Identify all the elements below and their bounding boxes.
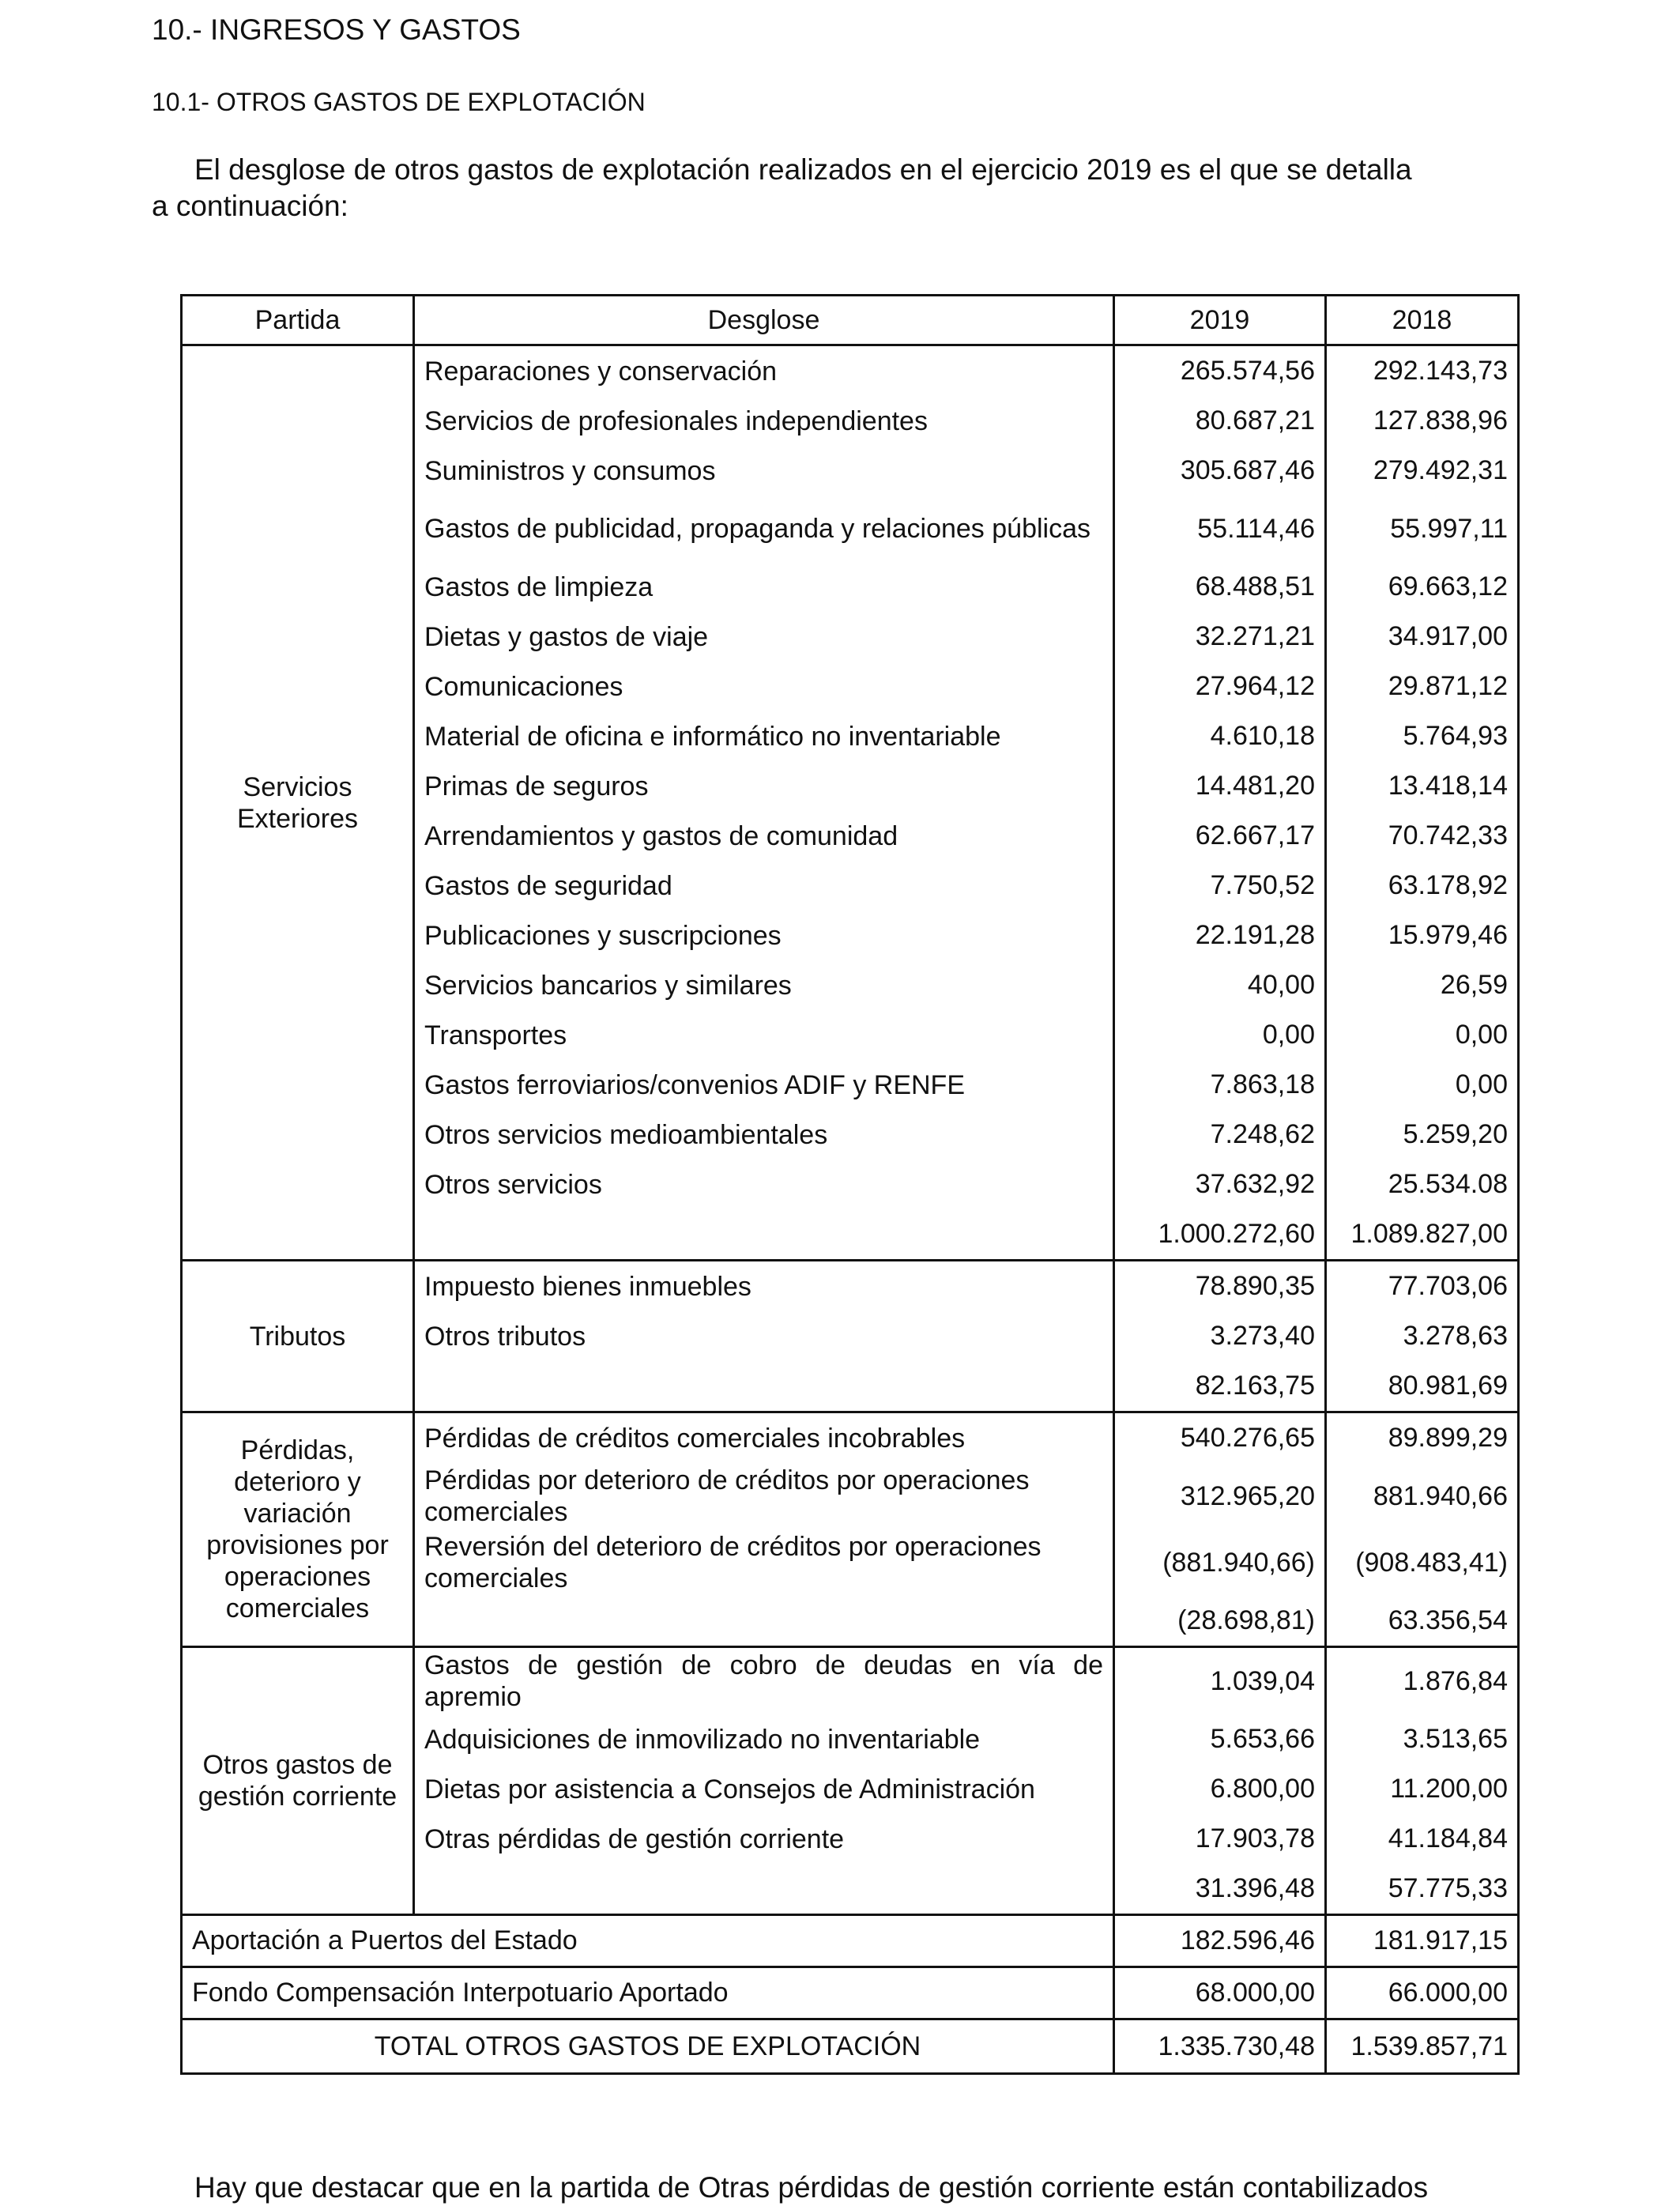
table-row: [182, 1647, 1519, 1715]
intro-line-2: a continuación:: [152, 190, 348, 222]
value-2018: 55.997,11: [1326, 496, 1519, 562]
row-label: Impuesto bienes inmuebles: [414, 1261, 1114, 1312]
value-2019: 78.890,35: [1114, 1261, 1326, 1312]
row-label: Primas de seguros: [414, 761, 1114, 811]
value-2018: 127.838,96: [1326, 396, 1519, 446]
value-2018: 0,00: [1326, 1010, 1519, 1060]
value-2018: 1.876,84: [1326, 1647, 1519, 1715]
value-2019: 7.863,18: [1114, 1060, 1326, 1110]
value-2018: 0,00: [1326, 1060, 1519, 1110]
row-label: Otros servicios: [414, 1160, 1114, 1209]
subtotal-2019: (28.698,81): [1114, 1596, 1326, 1647]
value-2019: 80.687,21: [1114, 396, 1326, 446]
value-2019: 5.653,66: [1114, 1714, 1326, 1764]
value-2019: (881.940,66): [1114, 1529, 1326, 1596]
total-2018: 1.539.857,71: [1326, 2019, 1519, 2074]
table-header-row: [182, 296, 1519, 345]
row-label: Servicios bancarios y similares: [414, 960, 1114, 1010]
table-row: [182, 1915, 1519, 1967]
value-2018: 881.940,66: [1326, 1463, 1519, 1529]
row-label: Publicaciones y suscripciones: [414, 911, 1114, 960]
value-2019: 27.964,12: [1114, 662, 1326, 711]
value-2018: 3.513,65: [1326, 1714, 1519, 1764]
row-label: Pérdidas de créditos comerciales incobrables: [414, 1412, 1114, 1464]
row-label: Otras pérdidas de gestión corriente: [414, 1814, 1114, 1864]
row-label: Comunicaciones: [414, 662, 1114, 711]
value-2019: 7.750,52: [1114, 861, 1326, 911]
subtotal-2019: 1.000.272,60: [1114, 1209, 1326, 1261]
section-heading: 10.- INGRESOS Y GASTOS: [152, 13, 521, 46]
group-label: Otros gastos de gestión corriente: [182, 1647, 414, 1915]
value-2019: 312.965,20: [1114, 1463, 1326, 1529]
intro-paragraph: [152, 152, 1511, 224]
value-2018: 29.871,12: [1326, 662, 1519, 711]
value-2019: 68.000,00: [1114, 1967, 1326, 2019]
row-label-empty: [414, 1361, 1114, 1412]
value-2019: 1.039,04: [1114, 1647, 1326, 1715]
value-2019: 17.903,78: [1114, 1814, 1326, 1864]
value-2018: 15.979,46: [1326, 911, 1519, 960]
value-2019: 32.271,21: [1114, 612, 1326, 662]
row-label-empty: [414, 1209, 1114, 1261]
subtotal-2018: 57.775,33: [1326, 1864, 1519, 1915]
total-2019: 1.335.730,48: [1114, 2019, 1326, 2074]
value-2018: 69.663,12: [1326, 562, 1519, 612]
subtotal-2018: 63.356,54: [1326, 1596, 1519, 1647]
row-label: Aportación a Puertos del Estado: [182, 1915, 1114, 1967]
subtotal-2018: 80.981,69: [1326, 1361, 1519, 1412]
subsection-heading: 10.1- OTROS GASTOS DE EXPLOTACIÓN: [152, 88, 646, 116]
value-2018: 89.899,29: [1326, 1412, 1519, 1464]
table-row: [182, 1412, 1519, 1464]
value-2018: 3.278,63: [1326, 1311, 1519, 1361]
intro-line-1: El desglose de otros gastos de explotación realizados en el ejercicio 2019 es el que se detalla: [194, 153, 1412, 186]
value-2019: 4.610,18: [1114, 711, 1326, 761]
table-row: [182, 345, 1519, 397]
value-2018: 25.534.08: [1326, 1160, 1519, 1209]
row-label: Transportes: [414, 1010, 1114, 1060]
value-2018: 181.917,15: [1326, 1915, 1519, 1967]
row-label: Pérdidas por deterioro de créditos por operaciones comerciales: [414, 1463, 1114, 1529]
total-label: TOTAL OTROS GASTOS DE EXPLOTACIÓN: [182, 2019, 1114, 2074]
value-2019: 14.481,20: [1114, 761, 1326, 811]
header-desglose: Desglose: [414, 296, 1114, 345]
closing-paragraph: Hay que destacar que en la partida de Otras pérdidas de gestión corriente están contabilizados: [194, 2171, 1429, 2204]
header-2019: 2019: [1114, 296, 1326, 345]
value-2019: 68.488,51: [1114, 562, 1326, 612]
value-2019: 265.574,56: [1114, 345, 1326, 397]
value-2018: 77.703,06: [1326, 1261, 1519, 1312]
value-2018: 13.418,14: [1326, 761, 1519, 811]
value-2019: 22.191,28: [1114, 911, 1326, 960]
table-row: [182, 1967, 1519, 2019]
value-2019: 540.276,65: [1114, 1412, 1326, 1464]
value-2019: 3.273,40: [1114, 1311, 1326, 1361]
value-2019: 182.596,46: [1114, 1915, 1326, 1967]
group-label: Tributos: [182, 1261, 414, 1412]
expenses-table: [180, 294, 1520, 2075]
row-label-empty: [414, 1596, 1114, 1647]
row-label: Gastos de seguridad: [414, 861, 1114, 911]
value-2018: 34.917,00: [1326, 612, 1519, 662]
total-row: [182, 2019, 1519, 2074]
row-label: Gastos de gestión de cobro de deudas en vía de apremio: [414, 1647, 1114, 1715]
value-2018: 5.764,93: [1326, 711, 1519, 761]
value-2019: 6.800,00: [1114, 1764, 1326, 1814]
group-label: Pérdidas, deterioro y variación provisiones por operaciones comerciales: [182, 1412, 414, 1647]
row-label: Arrendamientos y gastos de comunidad: [414, 811, 1114, 861]
value-2019: 55.114,46: [1114, 496, 1326, 562]
value-2018: 66.000,00: [1326, 1967, 1519, 2019]
row-label: Dietas y gastos de viaje: [414, 612, 1114, 662]
row-label: Adquisiciones de inmovilizado no inventariable: [414, 1714, 1114, 1764]
value-2018: 41.184,84: [1326, 1814, 1519, 1864]
table-row: [182, 1261, 1519, 1312]
value-2018: 26,59: [1326, 960, 1519, 1010]
row-label: Gastos de limpieza: [414, 562, 1114, 612]
row-label: Reparaciones y conservación: [414, 345, 1114, 397]
header-2018: 2018: [1326, 296, 1519, 345]
subtotal-2019: 82.163,75: [1114, 1361, 1326, 1412]
value-2018: 70.742,33: [1326, 811, 1519, 861]
subtotal-2018: 1.089.827,00: [1326, 1209, 1519, 1261]
subtotal-2019: 31.396,48: [1114, 1864, 1326, 1915]
row-label-empty: [414, 1864, 1114, 1915]
value-2019: 62.667,17: [1114, 811, 1326, 861]
value-2018: 5.259,20: [1326, 1110, 1519, 1160]
value-2018: 292.143,73: [1326, 345, 1519, 397]
group-label: Servicios Exteriores: [182, 345, 414, 1261]
row-label: Material de oficina e informático no inventariable: [414, 711, 1114, 761]
value-2019: 37.632,92: [1114, 1160, 1326, 1209]
value-2019: 305.687,46: [1114, 446, 1326, 496]
row-label: Gastos ferroviarios/convenios ADIF y RENFE: [414, 1060, 1114, 1110]
value-2018: 63.178,92: [1326, 861, 1519, 911]
row-label: Otros tributos: [414, 1311, 1114, 1361]
header-partida: Partida: [182, 296, 414, 345]
row-label: Gastos de publicidad, propaganda y relaciones públicas: [414, 496, 1114, 562]
value-2019: 0,00: [1114, 1010, 1326, 1060]
row-label: Reversión del deterioro de créditos por operaciones comerciales: [414, 1529, 1114, 1596]
value-2019: 7.248,62: [1114, 1110, 1326, 1160]
row-label: Fondo Compensación Interpotuario Aportado: [182, 1967, 1114, 2019]
row-label: Otros servicios medioambientales: [414, 1110, 1114, 1160]
value-2019: 40,00: [1114, 960, 1326, 1010]
value-2018: (908.483,41): [1326, 1529, 1519, 1596]
row-label: Dietas por asistencia a Consejos de Administración: [414, 1764, 1114, 1814]
value-2018: 11.200,00: [1326, 1764, 1519, 1814]
row-label: Servicios de profesionales independientes: [414, 396, 1114, 446]
row-label: Suministros y consumos: [414, 446, 1114, 496]
value-2018: 279.492,31: [1326, 446, 1519, 496]
